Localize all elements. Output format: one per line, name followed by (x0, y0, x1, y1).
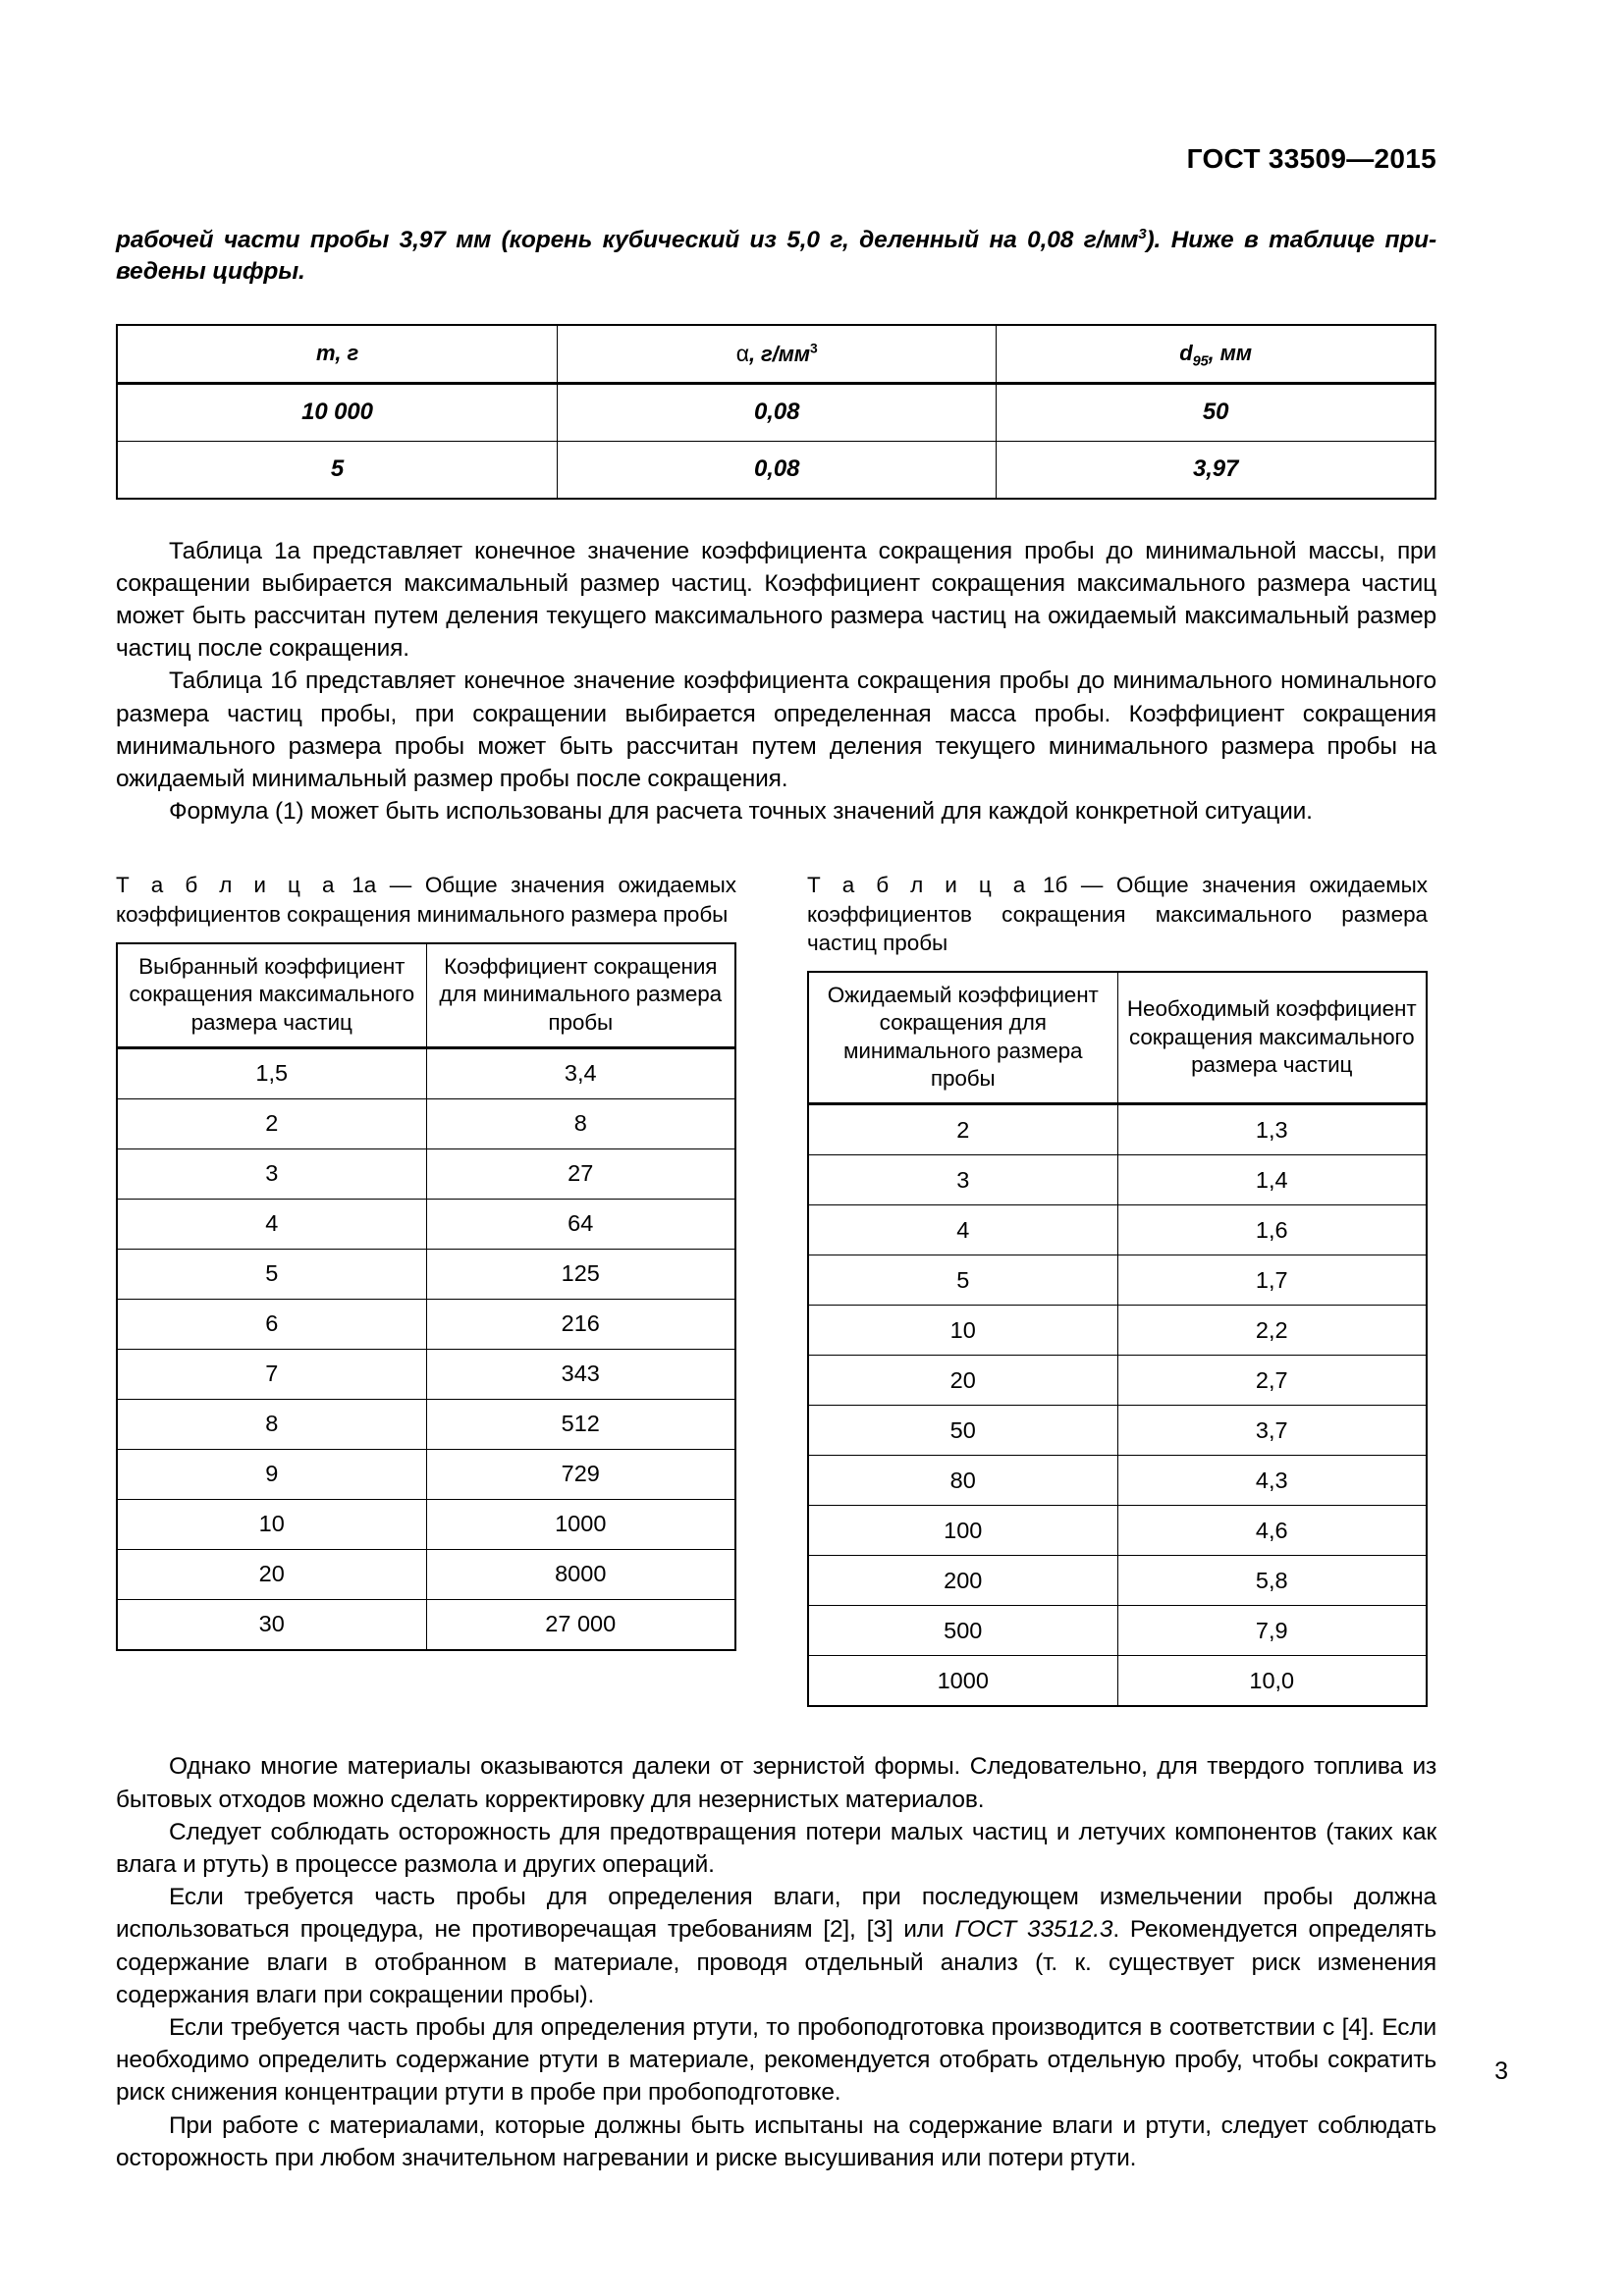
page-number: 3 (1494, 2057, 1508, 2085)
table-1-header-row (117, 325, 1435, 384)
d95-subscript: 95 (1192, 353, 1209, 370)
table-row (117, 1098, 735, 1148)
table-row (808, 1255, 1427, 1306)
table-row (117, 441, 1435, 499)
table-row (808, 1456, 1427, 1506)
table-row (808, 1205, 1427, 1255)
table-row (117, 1249, 735, 1299)
page-content (116, 0, 1436, 2174)
table-row (117, 1199, 735, 1249)
table-1b-caption (807, 871, 1428, 957)
table-1a-r0-c1: 3,4 (426, 1047, 735, 1098)
table-1-r1-c1: 0,08 (558, 441, 997, 499)
table-row (117, 1399, 735, 1449)
table-1b-r9-c1: 5,8 (1117, 1556, 1427, 1606)
table-1a-r1-c0: 2 (117, 1098, 426, 1148)
paragraph-moisture-text-a: Если требуется часть пробы для определения влаги, при последующем измельчении пробы должна использоваться процедура, не противоречащая требованиям [2], [3] или (116, 1884, 1436, 1944)
d95-base: d (1179, 341, 1193, 366)
table-row (808, 1306, 1427, 1356)
table-1a-caption (116, 871, 736, 929)
table-1a-column (116, 871, 736, 1707)
paragraph-formula-note: Формула (1) может быть использованы для расчета точных значений для каждой конкретной ситуации. (169, 798, 1313, 826)
table-row (117, 1148, 735, 1199)
table-1a-header-row (117, 943, 735, 1048)
table-row (808, 1556, 1427, 1606)
paragraph-moisture-subsample (116, 1881, 1436, 2011)
table-1b-r2-c0: 4 (808, 1205, 1117, 1255)
table-1b-r7-c1: 4,3 (1117, 1456, 1427, 1506)
table-1a-r3-c0: 4 (117, 1199, 426, 1249)
table-1b-r0-c1: 1,3 (1117, 1104, 1427, 1155)
table-1-r1-c0: 5 (117, 441, 558, 499)
table-1b-caption-number: 1б (1043, 873, 1068, 898)
table-1b-r11-c1: 10,0 (1117, 1656, 1427, 1707)
table-1b-r9-c0: 200 (808, 1556, 1117, 1606)
table-1-sample-values (116, 324, 1436, 500)
alpha-symbol: α (735, 340, 749, 366)
table-1a-r6-c0: 7 (117, 1349, 426, 1399)
intro-line1-text-b: ). Ниже в таблице при- (1146, 227, 1436, 253)
body-paragraphs-bottom (116, 1750, 1436, 2173)
table-1a-r8-c1: 729 (426, 1449, 735, 1499)
table-1a-r11-c1: 27 000 (426, 1599, 735, 1650)
table-row (117, 1349, 735, 1399)
table-1b-r0-c0: 2 (808, 1104, 1117, 1155)
table-1a-r7-c0: 8 (117, 1399, 426, 1449)
table-row (117, 1499, 735, 1549)
table-1b-r5-c0: 20 (808, 1356, 1117, 1406)
table-1b-header-col1: Необходимый коэффициент сокращения максимального размера частиц (1117, 972, 1427, 1104)
table-1b-r6-c0: 50 (808, 1406, 1117, 1456)
intro-superscript: 3 (1138, 225, 1147, 242)
standard-reference-gost-33512-3: ГОСТ 33512.3 (954, 1916, 1113, 1944)
table-1a-r3-c1: 64 (426, 1199, 735, 1249)
table-1-header-density-unit: , г/мм (748, 341, 810, 366)
table-1a-r2-c1: 27 (426, 1148, 735, 1199)
body-paragraphs-middle (116, 535, 1436, 828)
table-1b-r4-c1: 2,2 (1117, 1306, 1427, 1356)
table-1b-r7-c0: 80 (808, 1456, 1117, 1506)
table-1a-r7-c1: 512 (426, 1399, 735, 1449)
table-1b-r8-c1: 4,6 (1117, 1506, 1427, 1556)
table-1a (116, 942, 736, 1651)
table-1-r0-c2: 50 (997, 383, 1435, 441)
table-1b-r1-c0: 3 (808, 1155, 1117, 1205)
paragraph-mercury-subsample: Если требуется часть пробы для определения ртути, то пробоподготовка производится в соответствии с [4]. Если необходимо определить содержание ртути в материале, рекомендуется отобрать отдельную пробу, чтобы сократить риск снижения концентрации ртути в пробе при пробоподготовке. (116, 2013, 1436, 2107)
table-1-r1-c2: 3,97 (997, 441, 1435, 499)
paragraph-heating-caution: При работе с материалами, которые должны быть испытаны на содержание влаги и ртути, следует соблюдать осторожность при любом значительном нагревании и риске высушивания или потери ртути. (116, 2111, 1436, 2171)
paragraph-nongranular-materials: Однако многие материалы оказываются далеки от зернистой формы. Следовательно, для твердого топлива из бытовых отходов можно сделать корректировку для незернистых материалов. (116, 1753, 1436, 1813)
table-1a-caption-number: 1а (352, 873, 377, 898)
table-1b-r6-c1: 3,7 (1117, 1406, 1427, 1456)
table-1b-r11-c0: 1000 (808, 1656, 1117, 1707)
table-1b-caption-label: Т а б л и ц а (807, 873, 1030, 898)
table-1a-r2-c0: 3 (117, 1148, 426, 1199)
table-1a-caption-text: — Общие значения ожидаемых коэффициентов сокращения минимального размера пробы (116, 873, 736, 927)
table-1a-caption-label: Т а б л и ц а (116, 873, 339, 898)
table-1a-r4-c1: 125 (426, 1249, 735, 1299)
table-1a-r10-c1: 8000 (426, 1549, 735, 1599)
table-1-header-density-exponent: 3 (809, 340, 818, 356)
table-row (808, 1406, 1427, 1456)
table-row (117, 1047, 735, 1098)
table-1b-r10-c1: 7,9 (1117, 1606, 1427, 1656)
intro-paragraph (116, 225, 1436, 289)
table-1a-r6-c1: 343 (426, 1349, 735, 1399)
table-1a-r1-c1: 8 (426, 1098, 735, 1148)
table-row (808, 1606, 1427, 1656)
table-row (808, 1506, 1427, 1556)
table-1-header-d95 (997, 325, 1435, 384)
table-1b-header-row (808, 972, 1427, 1104)
table-1a-r0-c0: 1,5 (117, 1047, 426, 1098)
table-1a-header-col1: Коэффициент сокращения для минимального размера пробы (426, 943, 735, 1048)
table-1a-header-col0: Выбранный коэффициент сокращения максимального размера частиц (117, 943, 426, 1048)
table-1a-r9-c0: 10 (117, 1499, 426, 1549)
table-1b-r4-c0: 10 (808, 1306, 1117, 1356)
intro-line1-text-a: рабочей части пробы 3,97 мм (корень кубический из 5,0 г, деленный на 0,08 г/мм (116, 227, 1139, 253)
table-row (117, 1549, 735, 1599)
table-1-header-density (558, 325, 997, 384)
table-1b-r3-c0: 5 (808, 1255, 1117, 1306)
table-row (117, 1299, 735, 1349)
table-1a-r5-c1: 216 (426, 1299, 735, 1349)
paragraph-caution-fines: Следует соблюдать осторожность для предотвращения потери малых частиц и летучих компонентов (таких как влага и ртуть) в процессе размола и других операций. (116, 1818, 1436, 1879)
table-1b-r5-c1: 2,7 (1117, 1356, 1427, 1406)
table-1a-r10-c0: 20 (117, 1549, 426, 1599)
intro-line2: ведены цифры. (116, 258, 305, 286)
table-1a-r11-c0: 30 (117, 1599, 426, 1650)
table-row (808, 1356, 1427, 1406)
table-1b-column (807, 871, 1428, 1707)
running-header-standard-number: ГОСТ 33509—2015 (1186, 143, 1436, 174)
table-1b-caption-text: — Общие значения ожидаемых коэффициентов сокращения максимального размера частиц пробы (807, 873, 1428, 955)
table-1-header-mass: m, г (117, 325, 558, 384)
paragraph-moisture-text-b: . Рекомендуется определять содержание влаги в отобранном в материале, проводя отдельный анализ (т. к. существует риск изменения содержания влаги при сокращении пробы). (116, 1916, 1437, 2008)
d95-unit: , мм (1208, 341, 1252, 366)
table-1b-header-col0: Ожидаемый коэффициент сокращения для минимального размера пробы (808, 972, 1117, 1104)
table-1a-r5-c0: 6 (117, 1299, 426, 1349)
table-1a-r4-c0: 5 (117, 1249, 426, 1299)
table-row (808, 1104, 1427, 1155)
table-1b-r1-c1: 1,4 (1117, 1155, 1427, 1205)
table-1-wrapper (116, 324, 1436, 500)
paragraph-table1b-description: Таблица 1б представляет конечное значение коэффициента сокращения пробы до минимального номинального размера частиц пробы, при сокращении выбирается определенная масса пробы. Коэффициент сокращения минимального размера пробы может быть рассчитан путем деления текущего минимального размера пробы на ожидаемый минимальный размер пробы после сокращения. (116, 667, 1436, 792)
table-1b (807, 971, 1428, 1707)
table-row (117, 1599, 735, 1650)
table-1-r0-c1: 0,08 (558, 383, 997, 441)
table-row (808, 1155, 1427, 1205)
table-1a-r8-c0: 9 (117, 1449, 426, 1499)
table-1b-r3-c1: 1,7 (1117, 1255, 1427, 1306)
tables-1a-1b-row (116, 871, 1436, 1707)
paragraph-table1a-description: Таблица 1а представляет конечное значение коэффициента сокращения пробы до минимальной массы, при сокращении выбирается максимальный размер частиц. Коэффициент сокращения максимального размера частиц может быть рассчитан путем деления текущего максимального размера частиц на ожидаемый максимальный размер частиц после сокращения. (116, 537, 1436, 663)
table-1b-r2-c1: 1,6 (1117, 1205, 1427, 1255)
table-1b-r8-c0: 100 (808, 1506, 1117, 1556)
table-row (117, 1449, 735, 1499)
table-1a-r9-c1: 1000 (426, 1499, 735, 1549)
table-1-r0-c0: 10 000 (117, 383, 558, 441)
table-row (117, 383, 1435, 441)
table-row (808, 1656, 1427, 1707)
table-1b-r10-c0: 500 (808, 1606, 1117, 1656)
